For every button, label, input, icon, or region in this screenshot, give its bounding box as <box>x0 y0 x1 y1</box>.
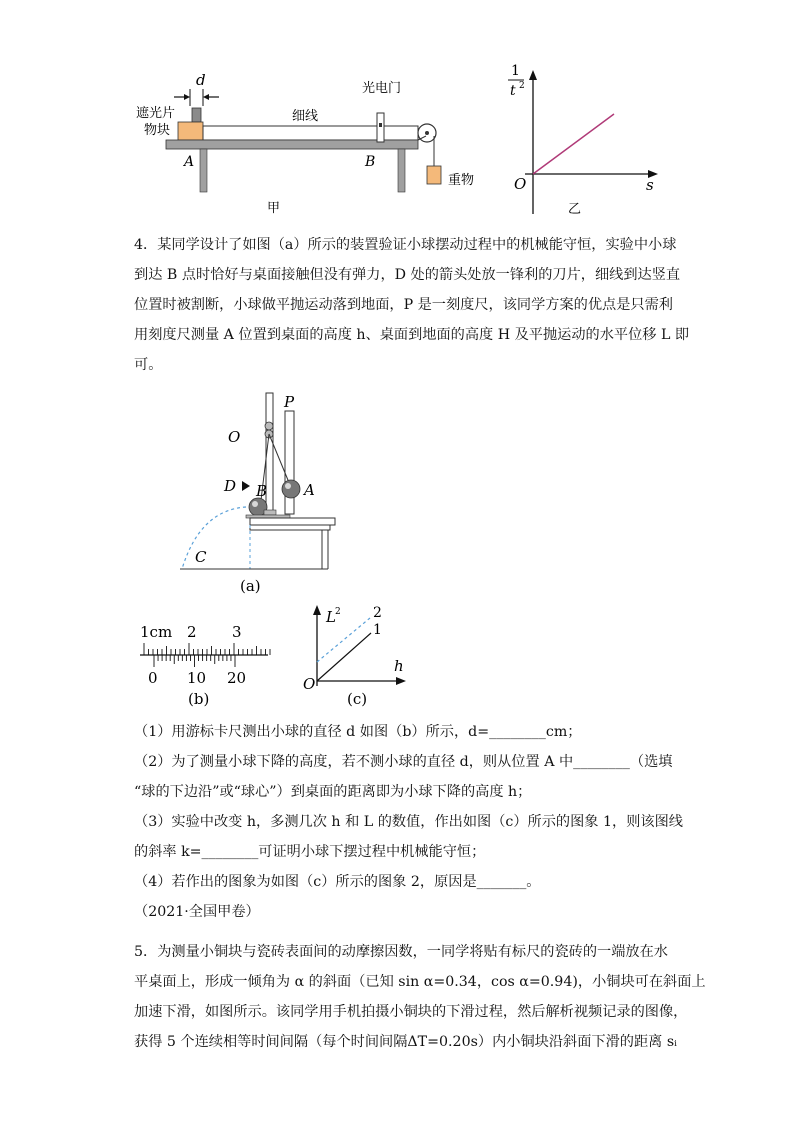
xlabel-h: h <box>394 657 404 675</box>
label-line-1: 1 <box>373 622 382 638</box>
label-xixian: 细线 <box>292 109 319 124</box>
figure-yi <box>500 60 670 220</box>
q5-line: 5．为测量小铜块与瓷砖表面间的动摩擦因数，一同学将贴有标尺的瓷砖的一端放在水 <box>134 944 668 960</box>
ylabel-exp: 2 <box>335 607 341 617</box>
xlabel-s: s <box>646 176 654 194</box>
label-D: D <box>224 477 237 495</box>
label-B: B <box>365 154 376 170</box>
graph-line-1 <box>317 633 371 681</box>
graph-line-2 <box>317 618 370 662</box>
q5-line: 加速下滑，如图所示。该同学用手机拍摄小铜块的下滑过程，然后解析视频记录的图像， <box>134 1004 688 1020</box>
figure-a <box>180 385 350 600</box>
ylabel-exp: 2 <box>519 81 525 91</box>
label-A: A <box>184 154 195 170</box>
q5-line: 平桌面上，形成一倾角为 α 的斜面（已知 sin α=0.34，cos α=0.94)，小铜块可在斜面上 <box>134 974 706 990</box>
vernier-label: 20 <box>227 669 247 687</box>
label-A: A <box>304 481 315 499</box>
question-2-line-2: “球的下边沿”或“球心”）到桌面的距离即为小球下降的高度 h； <box>134 784 532 800</box>
vernier-label: 0 <box>148 669 158 687</box>
label-wukuai: 物块 <box>144 123 171 138</box>
q4-line: 4．某同学设计了如图（a）所示的装置验证小球摆动过程中的机械能守恒，实验中小球 <box>134 237 677 253</box>
source-tag: （2021·全国甲卷） <box>134 904 260 920</box>
label-d: d <box>196 71 206 89</box>
main-label: 3 <box>232 623 242 641</box>
caption-c: (c) <box>347 690 368 708</box>
main-scale-ticks <box>144 643 270 655</box>
vernier-label: 10 <box>187 669 207 687</box>
caption-b: (b) <box>188 690 210 708</box>
caption-yi: 乙 <box>568 202 582 217</box>
question-4-text <box>134 230 690 380</box>
ylabel-den: t <box>510 83 516 99</box>
figure-c <box>295 600 415 710</box>
q4-line: 位置时被割断，小球做平抛运动落到地面，P 是一刻度尺，该同学方案的优点是只需利 <box>134 297 673 313</box>
label-zheguangpian: 遮光片 <box>136 106 176 121</box>
caption-a: (a) <box>240 577 261 595</box>
q4-line: 到达 B 点时恰好与桌面接触但没有弹力，D 处的箭头处放一锋利的刀片，细线到达竖直 <box>134 267 681 283</box>
origin-O: O <box>303 675 316 693</box>
question-2-line-1: （2）为了测量小球下降的高度，若不测小球的直径 d，则从位置 A 中________（选填 <box>134 754 673 770</box>
label-line-2: 2 <box>373 605 382 621</box>
ylabel-L: L <box>326 608 336 626</box>
figure-b <box>130 618 280 710</box>
label-P: P <box>284 393 295 411</box>
question-3-line-2: 的斜率 k=________可证明小球下摆过程中机械能守恒； <box>134 844 486 860</box>
q4-line: 可。 <box>134 357 163 373</box>
origin-O: O <box>514 175 527 193</box>
main-label: 2 <box>187 623 197 641</box>
q4-line: 用刻度尺测量 A 位置到桌面的高度 h、桌面到地面的高度 H 及平抛运动的水平位移 L 即 <box>134 327 690 343</box>
sub-questions <box>134 717 683 927</box>
caption-jia: 甲 <box>267 201 281 216</box>
main-label: 1cm <box>140 623 173 641</box>
question-5-text <box>134 937 706 1057</box>
label-guangdianmen: 光电门 <box>362 81 402 96</box>
label-B: B <box>256 482 268 500</box>
ylabel-num: 1 <box>511 63 520 79</box>
question-3-line-1: （3）实验中改变 h，多测几次 h 和 L 的数值，作出如图（c）所示的图象 1，则该图线 <box>134 814 683 830</box>
label-C: C <box>195 548 207 566</box>
question-1: （1）用游标卡尺测出小球的直径 d 如图（b）所示，d=________cm； <box>134 724 582 740</box>
graph-line <box>533 114 614 174</box>
question-4: （4）若作出的图象为如图（c）所示的图象 2，原因是_______。 <box>134 874 541 890</box>
q5-line: 获得 5 个连续相等时间间隔（每个时间间隔ΔT=0.20s）内小铜块沿斜面下滑的距离 sᵢ <box>134 1034 677 1050</box>
figure-jia <box>130 70 500 220</box>
label-O: O <box>228 428 241 446</box>
vernier-scale-ticks <box>154 655 235 667</box>
label-zhongwu: 重物 <box>448 173 475 188</box>
